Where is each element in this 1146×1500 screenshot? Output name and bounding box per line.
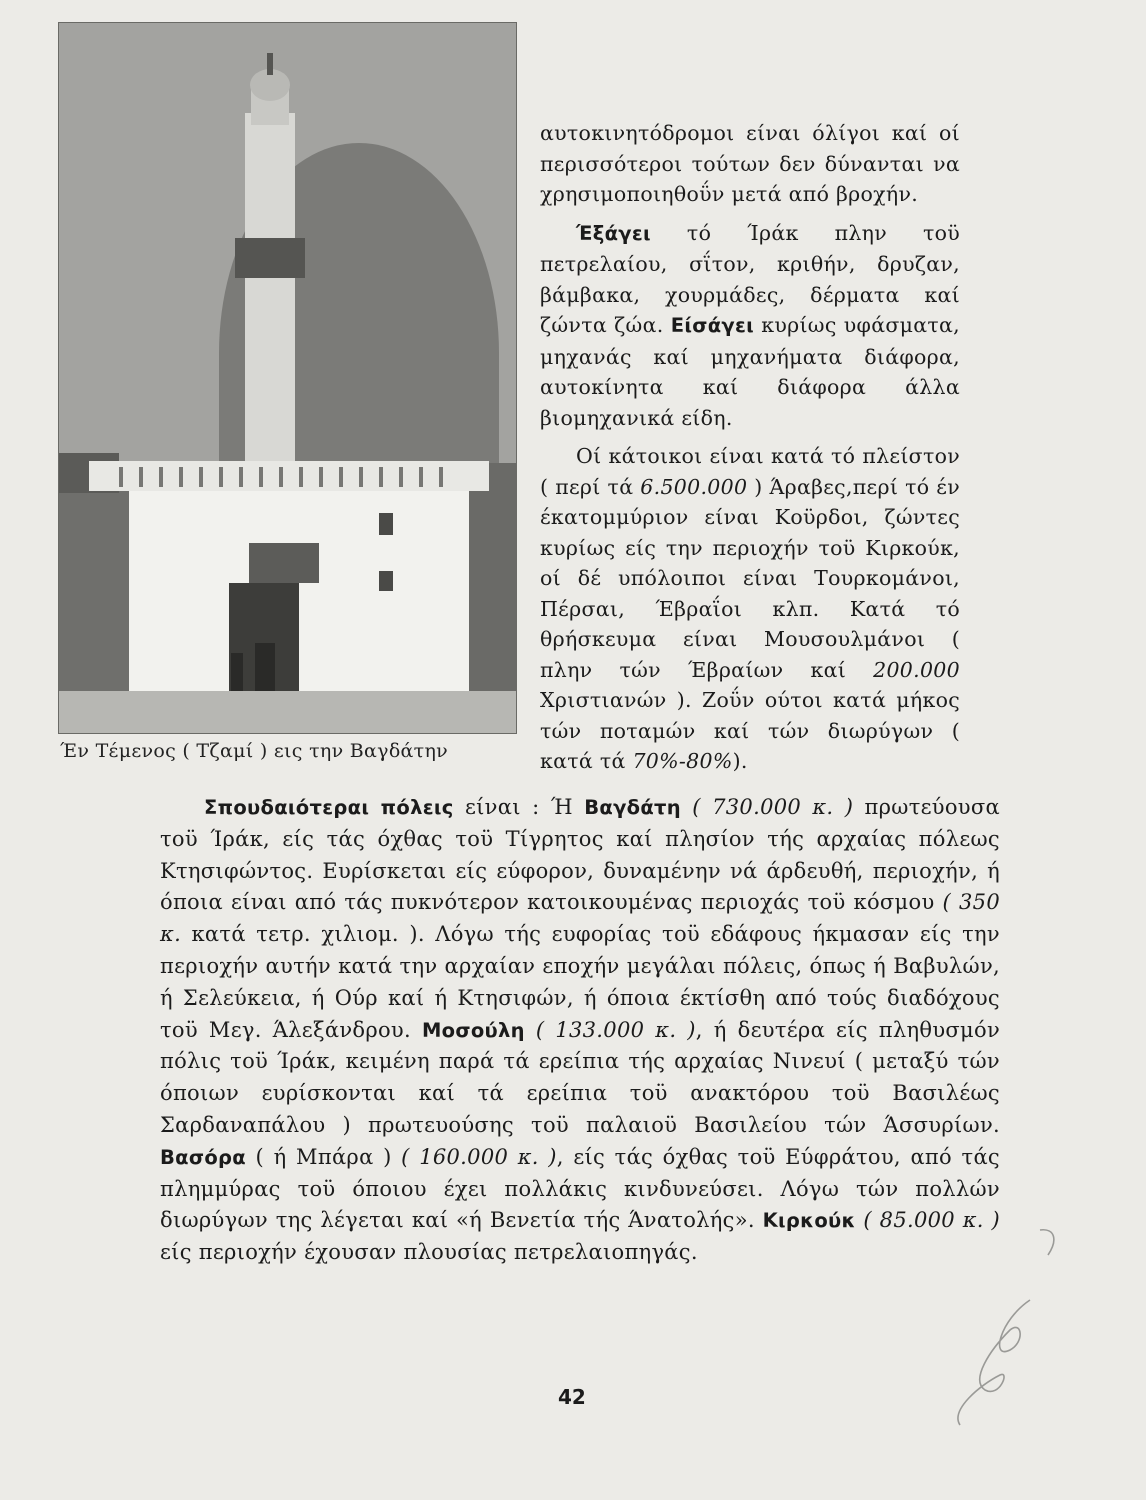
city-baghdad: Βαγδάτη: [584, 796, 681, 819]
city-mosul: Μοσούλη: [421, 1018, 525, 1042]
page-number: 42: [558, 1385, 586, 1409]
cities-heading: Σπουδαιότεραι πόλεις: [204, 796, 454, 819]
city-kirkuk: Κιρκούκ: [762, 1209, 856, 1233]
imports-heading: Είσάγει: [670, 314, 755, 337]
paragraph-population: Οί κάτοικοι είναι κατά τό πλείστον ( περί τά 6.500.000 ) Άραβες,περί τό έν έκατομμύριον είναι Κοϋρδοι, ζώντες κυρίως είς την περιοχήν τοϋ Κιρκούκ, οί δέ υπόλοιποι είναι Τουρκομάνοι, Πέρσαι, Έβραΐοι κλπ. Κατά τό θρήσκευμα είναι Μουσουλμάνοι ( πλην τών Έβραίων καί 200.000 Χριστιανών ). Ζοΰν ούτοι κατά μήκος τών ποταμών καί τών διωρύγων ( κατά τά 70%-80%).: [540, 444, 960, 773]
main-text: [160, 792, 1000, 1269]
paragraph-roads: αυτοκινητόδρομοι είναι όλίγοι καί οί περισσότεροι τούτων δεν δύνανται να χρησιμοποιηθοΰν μετά από βροχήν.: [540, 121, 960, 206]
paragraph-cities: Σπουδαιότεραι πόλεις είναι : Ή Βαγδάτη ( 730.000 κ. ) πρωτεύουσα τοϋ Ίράκ, είς τάς όχθας τοϋ Τίγρητος καί πλησίον τής αρχαίας πόλεως Κτησιφώντος. Ευρίσκεται είς εύφορον, δυναμένην νά άρδευθή, περιοχήν, ή όποια είναι από τάς πυκνότερον κατοικουμένας περιοχάς τοϋ κόσμου ( 350 κ. κατά τετρ. χιλιομ. ). Λόγω τής ευφορίας τοϋ εδάφους ήκμασαν είς την περιοχήν αυτήν κατά την αρχαίαν εποχήν μεγάλαι πόλεις, όπως ή Βαβυλών, ή Σελεύκεια, ή Ούρ καί ή Κτησιφών, ή όποια έκτίσθη από τούς διαδόχους τοϋ Μεγ. Άλεξάνδρου. Μοσούλη ( 133.000 κ. ), ή δευτέρα είς πληθυσμόν πόλις τοϋ Ίράκ, κειμένη παρά τά ερείπια τής αρχαίας Νινευί ( μεταξύ τών όποιων ευρίσκονται καί τά ερείπια τοϋ ανακτόρου τοϋ Βασιλέως Σαρδαναπάλου ) πρωτευούσης τοϋ παλαιοϋ Βασιλείου τών Άσσυρίων. Βασόρα ( ή Μπάρα ) ( 160.000 κ. ), είς τάς όχθας τοϋ Εύφράτου, από τάς πλημμύρας τοϋ όποιου έχει πολλάκις κινδυνεύσει. Λόγω τών πολλών διωρύγων της λέγεται καί «ή Βενετία τής Άνατολής». Κιρκούκ ( 85.000 κ. ) είς περιοχήν έχουσαν πλουσίας πετρελαιοπηγάς.: [160, 795, 1001, 1265]
right-column-text: [540, 118, 960, 777]
city-basra: Βασόρα: [160, 1145, 246, 1169]
photo-caption: Έν Τέμενος ( Τζαμί ) εις την Βαγδάτην: [60, 740, 449, 762]
mosque-photograph: [58, 22, 517, 734]
mosque-illustration: [59, 23, 516, 733]
handwritten-scribble: [930, 1210, 1080, 1450]
exports-heading: Έξάγει: [576, 221, 651, 245]
paragraph-trade: Έξάγει τό Ίράκ πλην τοϋ πετρελαίου, σΐτον, κριθήν, δρυζαν, βάμβακα, χουρμάδες, δέρματα καί ζώντα ζώα. Είσάγει κυρίως υφάσματα, μηχανάς καί μηχανήματα διάφορα, αυτοκίνητα καί διάφορα άλλα βιομηχανικά είδη.: [540, 220, 960, 430]
